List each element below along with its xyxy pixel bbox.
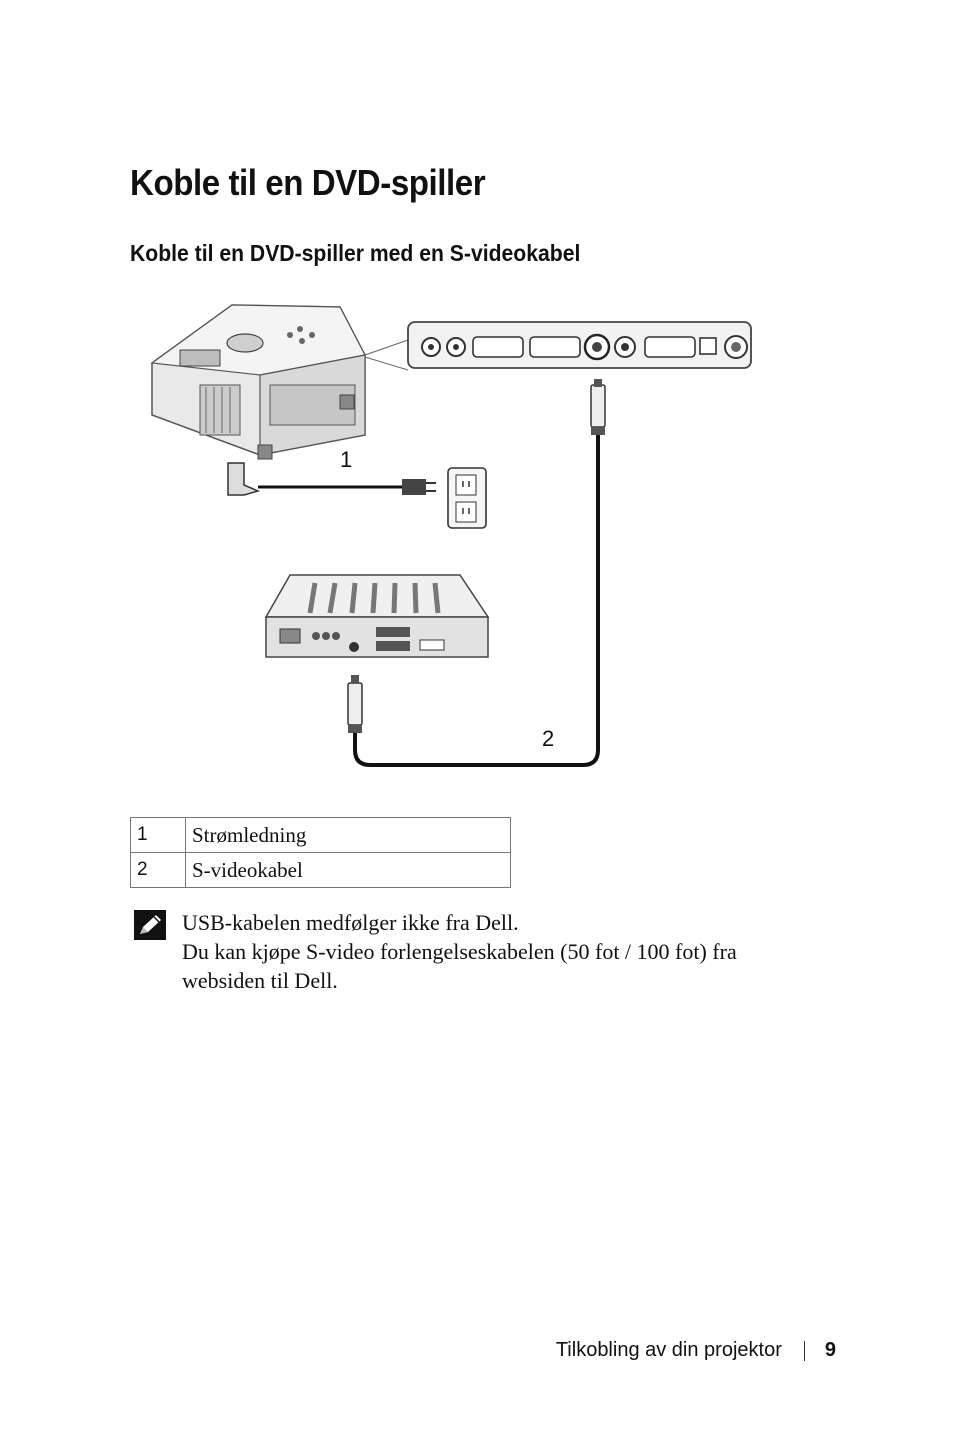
section-subtitle: Koble til en DVD-spiller med en S-videokabel [130,240,581,266]
legend-label: Strømledning [186,818,511,853]
table-row [131,853,511,888]
s-video-cable [348,379,605,765]
wall-outlet [448,468,486,528]
legend-number: 2 [131,853,186,888]
callout-2: 2 [542,726,555,751]
page-title: Koble til en DVD-spiller [130,162,486,203]
power-cable [228,463,436,495]
projector-connector-panel [408,322,751,368]
legend-label: S-videokabel [186,853,511,888]
connection-diagram [140,295,780,775]
legend-number: 1 [131,818,186,853]
note-line-2: Du kan kjøpe S-video forlengelseskabelen (50 fot / 100 fot) fra websiden til Dell. [182,939,737,993]
projector-illustration [152,305,408,459]
page-number: 9 [824,1339,836,1361]
note-line-1: USB-kabelen medfølger ikke fra Dell. [182,910,519,935]
callout-1: 1 [340,447,353,472]
page-footer [556,1339,836,1362]
footer-divider [804,1341,805,1361]
table-row [131,818,511,853]
pencil-note-icon [134,910,166,940]
legend-table [130,817,511,888]
dvd-player-illustration [266,575,488,657]
footer-section-title: Tilkobling av din projektor [555,1339,782,1361]
note-text [182,908,822,995]
